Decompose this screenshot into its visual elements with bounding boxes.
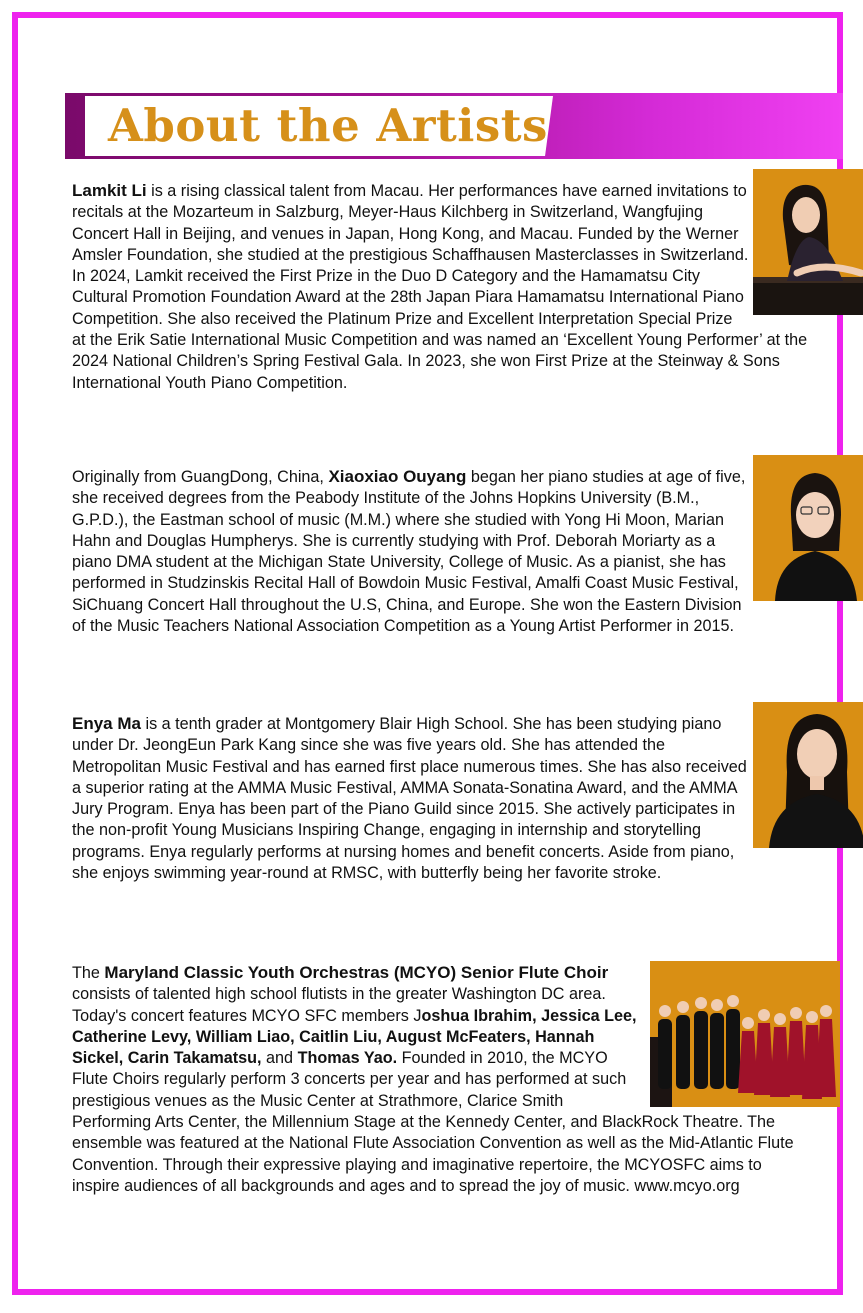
ensemble-name: Maryland Classic Youth Orchestras (MCYO) Senior Flute Choir bbox=[104, 963, 609, 982]
artist-name: Enya Ma bbox=[72, 714, 141, 733]
ensemble-last-member: Thomas Yao. bbox=[297, 1049, 398, 1068]
artist-bio-text: is a tenth grader at Montgomery Blair High School. She has been studying piano under Dr. JeongEun Park Kang since she was five years old. She has attended the Metropolitan Music Festival and has earned first place numerous times. She has also received a superior rating at the AMMA Music Festival, AMMA Sonata-Sonatina Award, and the AMMA Jury Program. Enya has been part of the Piano Guild since 2015. She actively participates in the non-profit Young Musicians Inspiring Change, engaging in internship and storytelling programs. Enya regularly performs at nursing homes and benefit concerts. Aside from piano, she enjoys swimming year-round at RMSC, with butterfly being her favorite stroke. bbox=[72, 715, 747, 883]
photo-lamkit-li bbox=[753, 169, 863, 315]
photo-enya-ma bbox=[753, 702, 863, 848]
artist-name: Xiaoxiao Ouyang bbox=[328, 467, 467, 486]
artist-bio-enya-ma bbox=[72, 713, 812, 884]
artist-bio-xiaoxiao-ouyang bbox=[72, 466, 812, 637]
artist-bio-text: is a rising classical talent from Macau. Her performances have earned invitations to recitals at the Mozarteum in Salzburg, Meyer-Haus Kilchberg in Switzerland, Wangfujing Concert Hall in Beijing, and venues in Japan, Hong Kong, and Macau. Funded by the Werner Amsler Foundation, she studied at the prestigious Schaffhausen Masterclasses in Switzerland. In 2024, Lamkit received the First Prize in the Duo D Category and the Hamamatsu City Cultural Promotion Foundation Award at the 28th Japan Piara Hamamatsu International Piano Competition. She also received the Platinum Prize and Excellent Interpretation Special Prize at the Erik Satie International Music Competition and was named an ‘Excellent Young Performer’ at the 2024 National Children’s Spring Festival Gala. In 2023, she won First Prize at the Steinway & Sons International Youth Piano Competition. bbox=[72, 182, 808, 392]
page-title: About the Artists bbox=[108, 99, 548, 152]
pianist-photo-icon bbox=[753, 169, 863, 315]
photo-mcyo-flute-choir bbox=[650, 961, 840, 1107]
artist-bio-intro: Originally from GuangDong, China, bbox=[72, 468, 329, 486]
ensemble-and: and bbox=[261, 1049, 298, 1068]
photo-xiaoxiao-ouyang bbox=[753, 455, 863, 601]
ensemble-text: consists of talented high school flutists in the greater Washington DC area. Today's concert features MCYO SFC members J bbox=[72, 985, 606, 1025]
artist-bio-lamkit-li bbox=[72, 180, 812, 394]
ensemble-intro: The bbox=[72, 964, 105, 982]
ensemble-members: oshua Ibrahim, Jessica Lee, Catherine Levy, William Liao, Caitlin Liu, August McFeaters, Hannah Sickel, Carin Takamatsu, bbox=[72, 1006, 637, 1068]
ensemble-bio-mcyo-sfc bbox=[72, 962, 812, 1197]
ensemble-text: Founded in 2010, the MCYO Flute Choirs regularly perform 3 concerts per year and has performed at such prestigious venues as the Music Center at Strathmore, Clarice Smith Performing Arts Center, the Millennium Stage at the Kennedy Center, and BlackRock Theatre. The ensemble was featured at the National Flute Association Convention as well as the Mid-Atlantic Flute Convention. Through their expressive playing and imaginative repertoire, the MCYOSFC aims to inspire audiences of all backgrounds and ages and to spread the joy of music. www.mcyo.org bbox=[72, 1049, 794, 1195]
artist-name: Lamkit Li bbox=[72, 181, 147, 200]
pianist-photo-icon bbox=[753, 702, 863, 848]
group-photo-icon bbox=[650, 961, 840, 1107]
pianist-photo-icon bbox=[753, 455, 863, 601]
artist-bio-text: began her piano studies at age of five, she received degrees from the Peabody Institute of the Johns Hopkins University (B.M., G.P.D.), the Eastman school of music (M.M.) where she studied with Yong Hi Moon, Marian Hahn and Douglas Humpherys. She is currently studying with Prof. Deborah Moriarty as a piano DMA student at the Michigan State University, College of Music. As a pianist, she has performed in Studzinskis Recital Hall of Bowdoin Music Festival, Amalfi Coast Music Festival, SiChuang Concert Hall throughout the U.S, China, and Europe. She won the Eastern Division of the Music Teachers National Association Competition as a Young Artist Performer in 2015. bbox=[72, 468, 746, 636]
